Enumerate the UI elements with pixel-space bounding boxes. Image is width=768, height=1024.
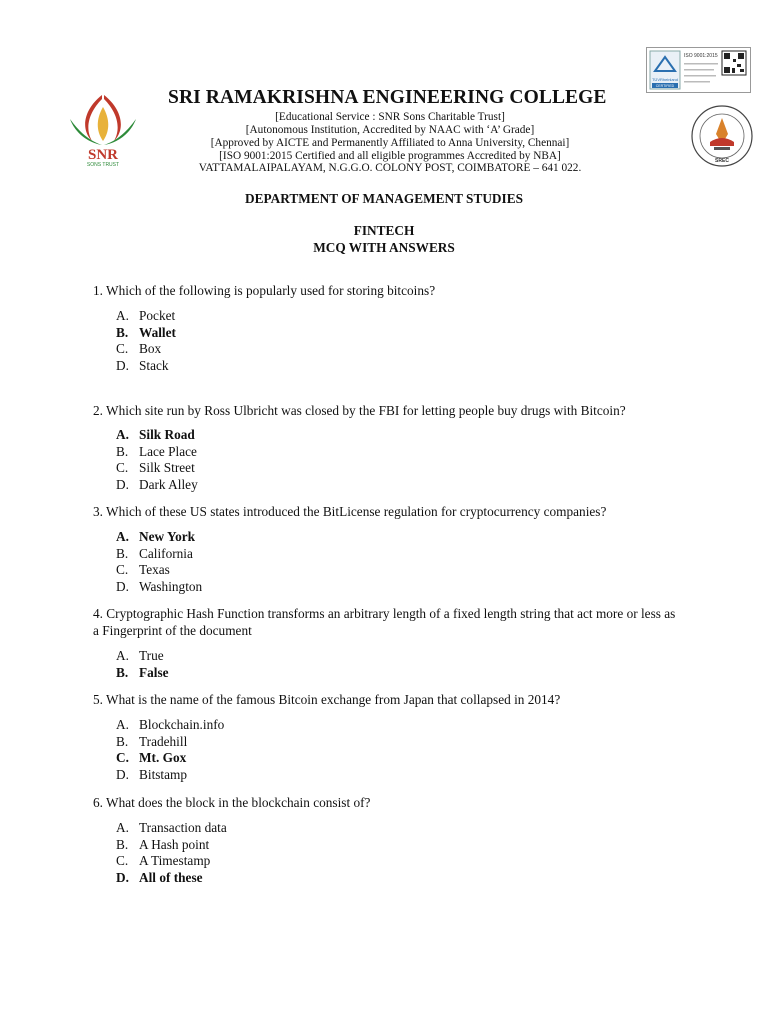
options-question-5 [116,717,224,783]
cert-text: ISO 9001:2015 [684,53,718,59]
question-1: 1. Which of the following is popularly used for storing bitcoins? [93,283,436,298]
option-3b: B. California [116,545,193,561]
college-seal-logo [682,104,762,168]
option-1b-answer: B. Wallet [116,324,176,340]
option-6b: B. A Hash point [116,836,210,852]
question-5: 5. What is the name of the famous Bitcoin exchange from Japan that collapsed in 2014? [93,692,561,707]
logo-subtext: SONS TRUST [86,162,120,167]
options-question-6 [116,820,227,886]
question-2: 2. Which site run by Ross Ulbricht was closed by the FBI for letting people buy drugs with Bitcoin? [93,403,626,418]
question-6: 6. What does the block in the blockchain consist of? [93,795,371,810]
college-name: SRI RAMAKRISHNA ENGINEERING COLLEGE [168,87,607,108]
options-question-4 [116,648,169,681]
option-5a: A. Blockchain.info [116,717,225,732]
header-line-address: VATTAMALAIPALAYAM, N.G.G.O. COLONY POST, COIMBATORE – 641 022. [198,162,582,174]
header-line-accreditation: [Autonomous Institution, Accredited by NAAC with ‘A’ Grade] [245,124,535,136]
option-2a-answer: A. Silk Road [116,427,195,442]
options-question-3 [116,529,202,595]
option-1d: D. Stack [116,357,169,373]
option-3d: D. Washington [116,578,203,594]
option-5d: D. Bitstamp [116,766,188,782]
option-3c: C. Texas [116,562,170,578]
option-5b: B. Tradehill [116,733,188,749]
option-6a: A. Transaction data [116,820,227,835]
option-2c: C. Silk Street [116,460,195,476]
department-title: DEPARTMENT OF MANAGEMENT STUDIES [245,191,523,206]
iso-certificate-badge [646,47,751,93]
seal-text: SREC [715,158,729,164]
options-question-1 [116,308,176,374]
question-3: 3. Which of these US states introduced the BitLicense regulation for cryptocurrency companies? [93,504,607,519]
cert-brand: TÜVRheinland [651,77,679,82]
header-line-approval: [Approved by AICTE and Permanently Affiliated to Anna University, Chennai] [210,137,570,149]
option-4a: A. True [116,648,164,663]
option-6c: C. A Timestamp [116,853,211,869]
option-1a: A. Pocket [116,308,176,323]
document-subtitle: MCQ WITH ANSWERS [313,240,455,255]
option-5c-answer: C. Mt. Gox [116,750,187,766]
option-1c: C. Box [116,341,162,357]
header-line-iso: [ISO 9001:2015 Certified and all eligible programmes Accredited by NBA] [219,150,561,162]
option-6d-answer: D. All of these [116,869,203,885]
header-line-trust: [Educational Service : SNR Sons Charitable Trust] [275,111,505,123]
cert-badge: CERTIFIED [655,84,675,88]
option-2b: B. Lace Place [116,443,197,459]
logo-text: SNR [87,147,119,163]
options-question-2 [116,427,198,493]
option-2d: D. Dark Alley [116,476,198,492]
option-3a-answer: A. New York [116,529,196,544]
option-4b-answer: B. False [116,664,169,680]
snr-logo [62,89,144,167]
qr-code-icon [722,51,746,75]
question-4: 4. Cryptographic Hash Function transforms an arbitrary length of a fixed length string that act more or less as a Fingerprint of the document [93,606,676,638]
subject-title: FINTECH [353,223,415,238]
